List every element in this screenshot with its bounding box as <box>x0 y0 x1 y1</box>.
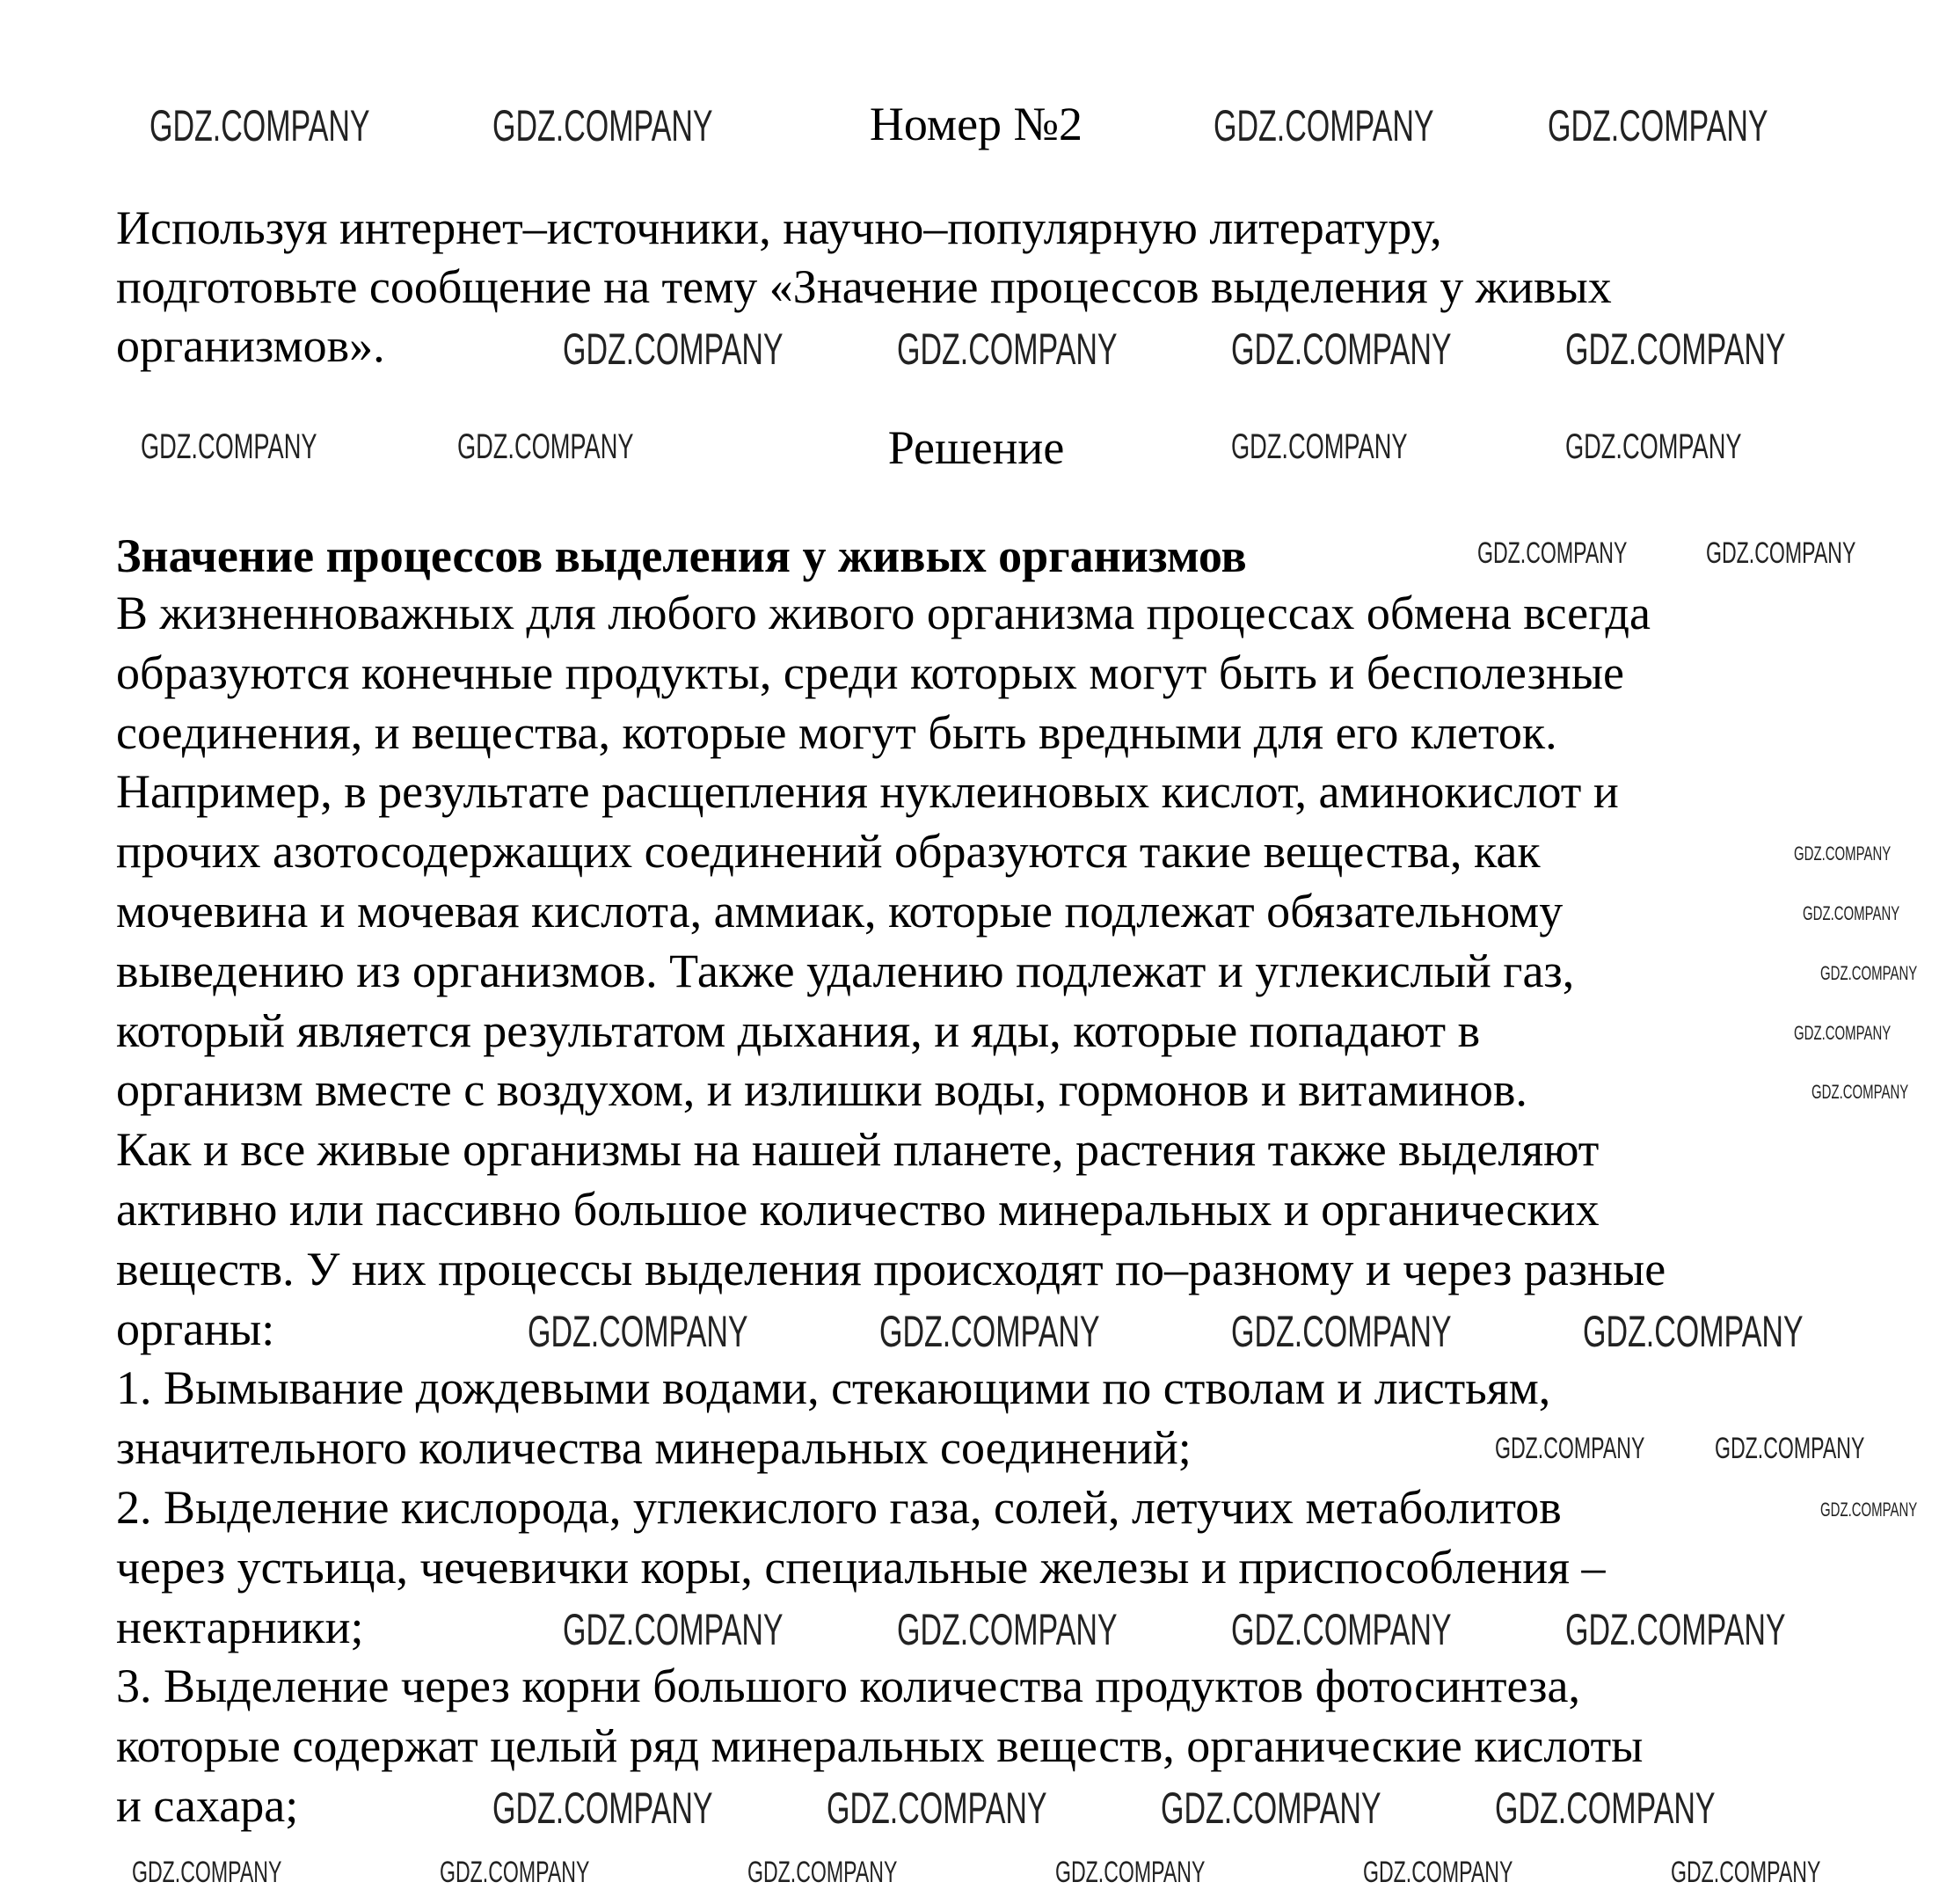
watermark-text: GDZ.COMPANY <box>1820 961 1918 984</box>
body-line: через устьица, чечевички коры, специальные железы и приспособления – <box>116 1540 1606 1594</box>
body-line: значительного количества минеральных соединений; <box>116 1421 1192 1475</box>
watermark-text: GDZ.COMPANY <box>1794 1021 1892 1044</box>
watermark-text: GDZ.COMPANY <box>1794 843 1892 865</box>
body-line: мочевина и мочевая кислота, аммиак, которые подлежат обязательному <box>116 885 1564 937</box>
body-line: органы: <box>116 1302 275 1355</box>
watermark-text: GDZ.COMPANY <box>141 427 317 466</box>
watermark-text: GDZ.COMPANY <box>1055 1856 1206 1889</box>
task-line: Используя интернет–источники, научно–популярную литературу, <box>116 201 1442 254</box>
body-line: В жизненноважных для любого живого организма процессах обмена всегда <box>116 587 1651 639</box>
watermark-text: GDZ.COMPANY <box>1706 536 1856 570</box>
watermark-text: GDZ.COMPANY <box>1231 1604 1452 1654</box>
watermark-text: GDZ.COMPANY <box>1161 1784 1381 1833</box>
body-line: нектарники; <box>116 1600 364 1653</box>
watermark-text: GDZ.COMPANY <box>1820 1499 1918 1521</box>
watermark-text: GDZ.COMPANY <box>1671 1856 1821 1889</box>
body-line: прочих азотосодержащих соединений образуются такие вещества, как <box>116 825 1541 879</box>
watermark-text: GDZ.COMPANY <box>457 427 634 466</box>
task-line: подготовьте сообщение на тему «Значение процессов выделения у живых <box>116 260 1612 313</box>
watermark-text: GDZ.COMPANY <box>1583 1306 1804 1356</box>
watermark-text: GDZ.COMPANY <box>492 101 713 150</box>
body-line: 1. Вымывание дождевыми водами, стекающими по стволам и листьям, <box>116 1361 1551 1415</box>
watermark-text: GDZ.COMPANY <box>827 1784 1047 1833</box>
watermark-text: GDZ.COMPANY <box>1231 427 1408 466</box>
watermark-text: GDZ.COMPANY <box>1214 101 1434 150</box>
body-line: организм вместе с воздухом, и излишки воды, гормонов и витаминов. <box>116 1063 1527 1117</box>
watermark-text: GDZ.COMPANY <box>492 1784 713 1833</box>
body-line: веществ. У них процессы выделения происходят по–разному и через разные <box>116 1242 1666 1295</box>
watermark-text: GDZ.COMPANY <box>132 1856 282 1889</box>
watermark-text: GDZ.COMPANY <box>1565 1604 1786 1654</box>
watermark-text: GDZ.COMPANY <box>149 101 370 150</box>
task-line: организмов». <box>116 319 385 372</box>
watermark-text: GDZ.COMPANY <box>879 1306 1100 1356</box>
body-line: который является результатом дыхания, и яды, которые попадают в <box>116 1003 1481 1057</box>
watermark-text: GDZ.COMPANY <box>528 1306 748 1356</box>
body-line: 2. Выделение кислорода, углекислого газа, солей, летучих метаболитов <box>116 1481 1562 1534</box>
watermark-text: GDZ.COMPANY <box>440 1856 590 1889</box>
watermark-text: GDZ.COMPANY <box>897 1604 1118 1654</box>
body-line: Как и все живые организмы на нашей планете, растения также выделяют <box>116 1123 1600 1177</box>
solution-label: Решение <box>887 421 1065 474</box>
body-line: выведению из организмов. Также удалению подлежат и углекислый газ, <box>116 944 1575 997</box>
body-line: которые содержат целый ряд минеральных веществ, органические кислоты <box>116 1719 1644 1773</box>
body-line: образуются конечные продукты, среди которых могут быть и бесполезные <box>116 646 1625 699</box>
watermark-text: GDZ.COMPANY <box>1363 1856 1513 1889</box>
watermark-text: GDZ.COMPANY <box>1231 1306 1452 1356</box>
watermark-text: GDZ.COMPANY <box>1231 325 1452 374</box>
watermark-text: GDZ.COMPANY <box>563 325 784 374</box>
watermark-text: GDZ.COMPANY <box>1715 1432 1865 1466</box>
solution-heading: Значение процессов выделения у живых организмов <box>116 529 1247 582</box>
watermark-text: GDZ.COMPANY <box>1495 1784 1716 1833</box>
watermark-text: GDZ.COMPANY <box>563 1604 784 1654</box>
watermark-text: GDZ.COMPANY <box>1811 1081 1909 1104</box>
watermark-text: GDZ.COMPANY <box>1495 1432 1645 1466</box>
watermark-text: GDZ.COMPANY <box>1565 325 1786 374</box>
page-title: Номер №2 <box>869 98 1083 150</box>
watermark-text: GDZ.COMPANY <box>1477 536 1628 570</box>
body-line: активно или пассивно большое количество минеральных и органических <box>116 1183 1600 1236</box>
watermark-text: GDZ.COMPANY <box>1548 101 1768 150</box>
body-line: соединения, и вещества, которые могут быть вредными для его клеток. <box>116 705 1557 759</box>
body-line: и сахара; <box>116 1779 299 1832</box>
watermark-text: GDZ.COMPANY <box>897 325 1118 374</box>
body-line: Например, в результате расщепления нуклеиновых кислот, аминокислот и <box>116 765 1619 819</box>
body-line: 3. Выделение через корни большого количества продуктов фотосинтеза, <box>116 1660 1580 1713</box>
watermark-text: GDZ.COMPANY <box>747 1856 898 1889</box>
watermark-text: GDZ.COMPANY <box>1803 902 1900 924</box>
watermark-text: GDZ.COMPANY <box>1565 427 1742 466</box>
